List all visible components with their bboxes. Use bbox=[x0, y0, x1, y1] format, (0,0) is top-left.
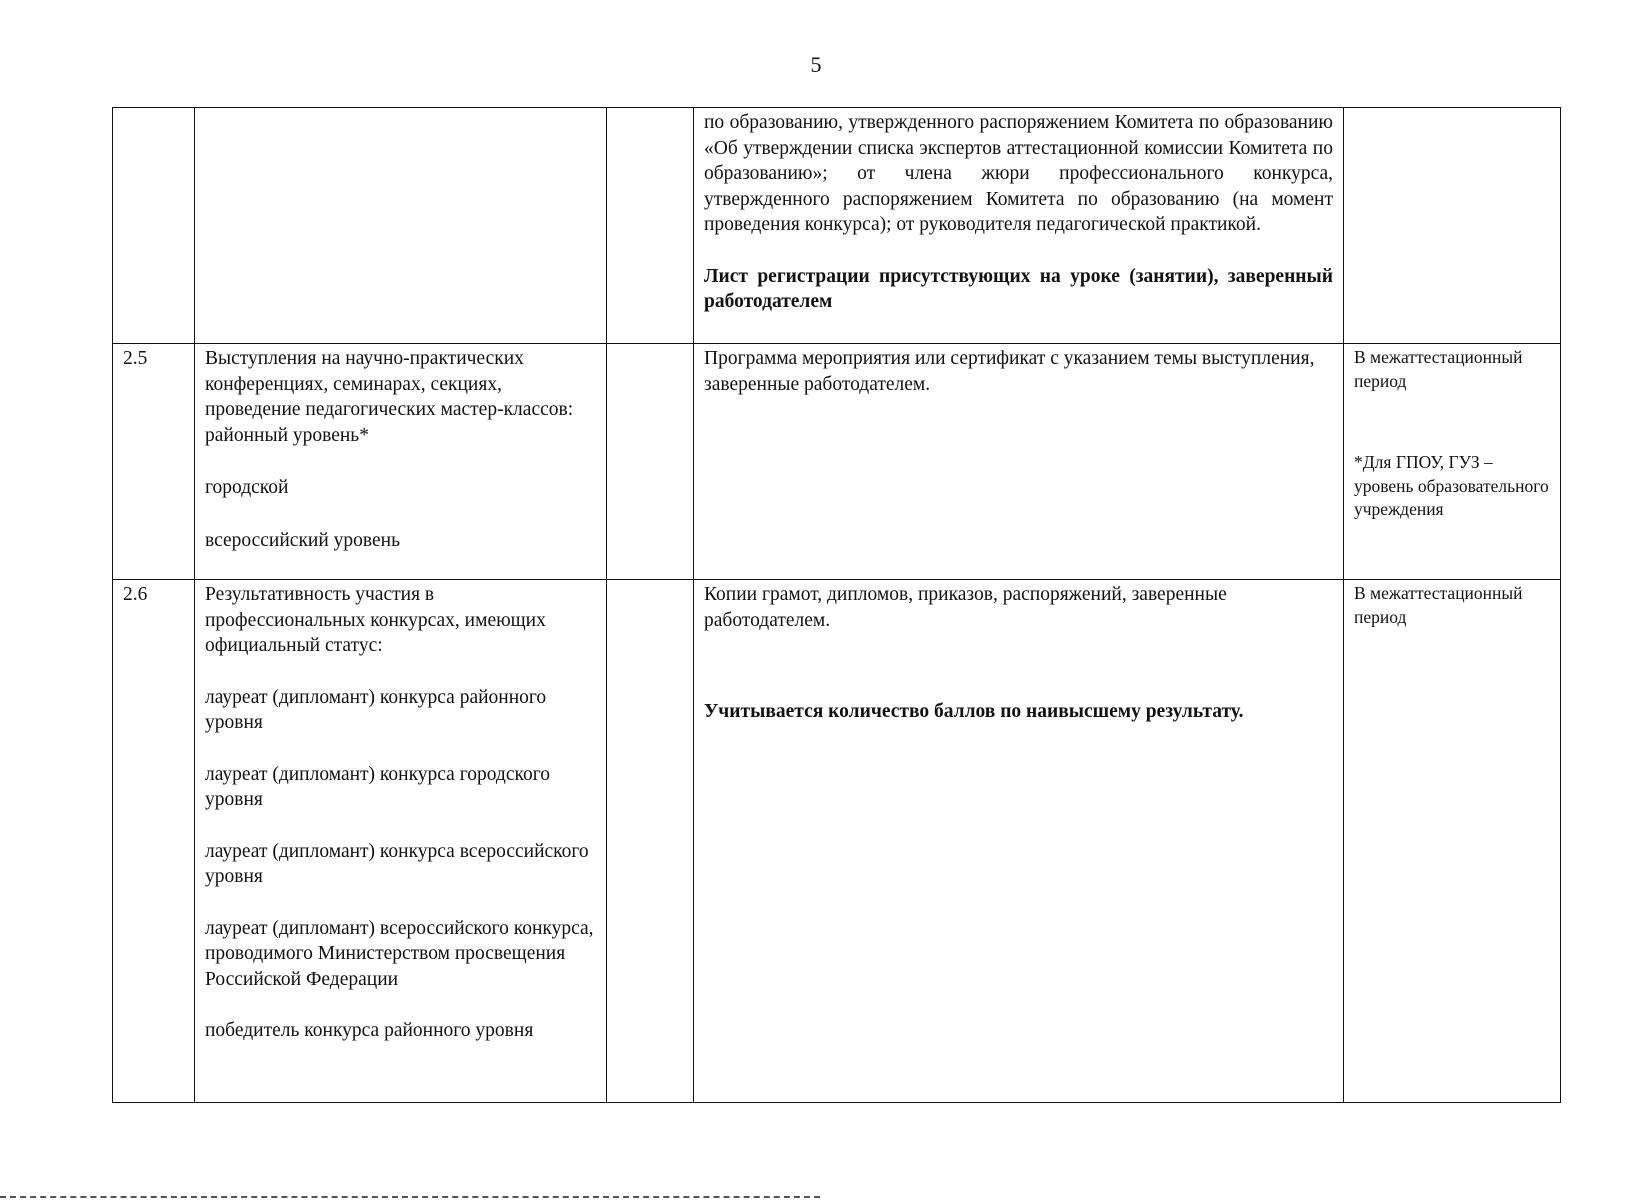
points-cell bbox=[607, 344, 694, 580]
indicator-level: лауреат (дипломант) конкурса районного уровня bbox=[205, 686, 547, 733]
table-row bbox=[113, 344, 1561, 580]
term-cell bbox=[1344, 108, 1561, 344]
term-cell: В межаттестационный период bbox=[1344, 580, 1561, 1103]
indicator-level: победитель конкурса районного уровня bbox=[205, 1020, 534, 1041]
indicator-level: районный уровень* bbox=[205, 424, 369, 446]
documents-cell: Программа мероприятия или сертификат с указанием темы выступления, заверенные работодателем. bbox=[694, 344, 1344, 580]
documents-text: Копии грамот, дипломов, приказов, распоряжений, заверенные работодателем. bbox=[704, 584, 1227, 631]
term-cell bbox=[1344, 344, 1561, 580]
documents-cell bbox=[694, 580, 1344, 1103]
indicator-level: всероссийский уровень bbox=[205, 529, 401, 551]
page-number: 5 bbox=[810, 52, 822, 77]
row-number-cell bbox=[113, 108, 195, 344]
row-number-cell: 2.5 bbox=[113, 344, 195, 580]
criteria-table bbox=[112, 107, 1561, 1103]
term-text: В межаттестационный период bbox=[1354, 347, 1523, 391]
documents-text: по образованию, утвержденного распоряжением Комитета по образованию «Об утверждении списка экспертов аттестационной комиссии Комитета по образованию»; от члена жюри профессионального конкурса, утвержденного распоряжением Комитета по образованию (на момент проведения конкурса); от руководителя педагогической практикой. bbox=[704, 112, 1333, 235]
indicator-level: лауреат (дипломант) конкурса всероссийского уровня bbox=[205, 840, 589, 887]
documents-cell bbox=[694, 108, 1344, 344]
indicator-cell bbox=[195, 580, 607, 1103]
indicator-level: лауреат (дипломант) конкурса городского уровня bbox=[205, 763, 550, 810]
indicator-text: Результативность участия в профессиональных конкурсах, имеющих официальный статус: bbox=[205, 584, 546, 656]
table-row bbox=[113, 108, 1561, 344]
indicator-cell bbox=[195, 108, 607, 344]
points-cell bbox=[607, 108, 694, 344]
row-number-cell: 2.6 bbox=[113, 580, 195, 1103]
indicator-text: Выступления на научно-практических конференциях, семинарах, секциях, проведение педагогических мастер-классов: bbox=[205, 348, 574, 420]
table-row bbox=[113, 580, 1561, 1103]
points-cell bbox=[607, 580, 694, 1103]
documents-note-bold: Лист регистрации присутствующих на уроке (занятии), заверенный работодателем bbox=[704, 265, 1333, 312]
scan-edge-line bbox=[0, 1196, 820, 1198]
indicator-cell bbox=[195, 344, 607, 580]
documents-note-bold: Учитывается количество баллов по наивысшему результату. bbox=[704, 701, 1244, 722]
indicator-level: городской bbox=[205, 477, 289, 498]
term-note: *Для ГПОУ, ГУЗ – уровень образовательного учреждения bbox=[1354, 452, 1549, 519]
indicator-level: лауреат (дипломант) всероссийского конкурса, проводимого Министерством просвещения Российской Федерации bbox=[205, 917, 594, 990]
